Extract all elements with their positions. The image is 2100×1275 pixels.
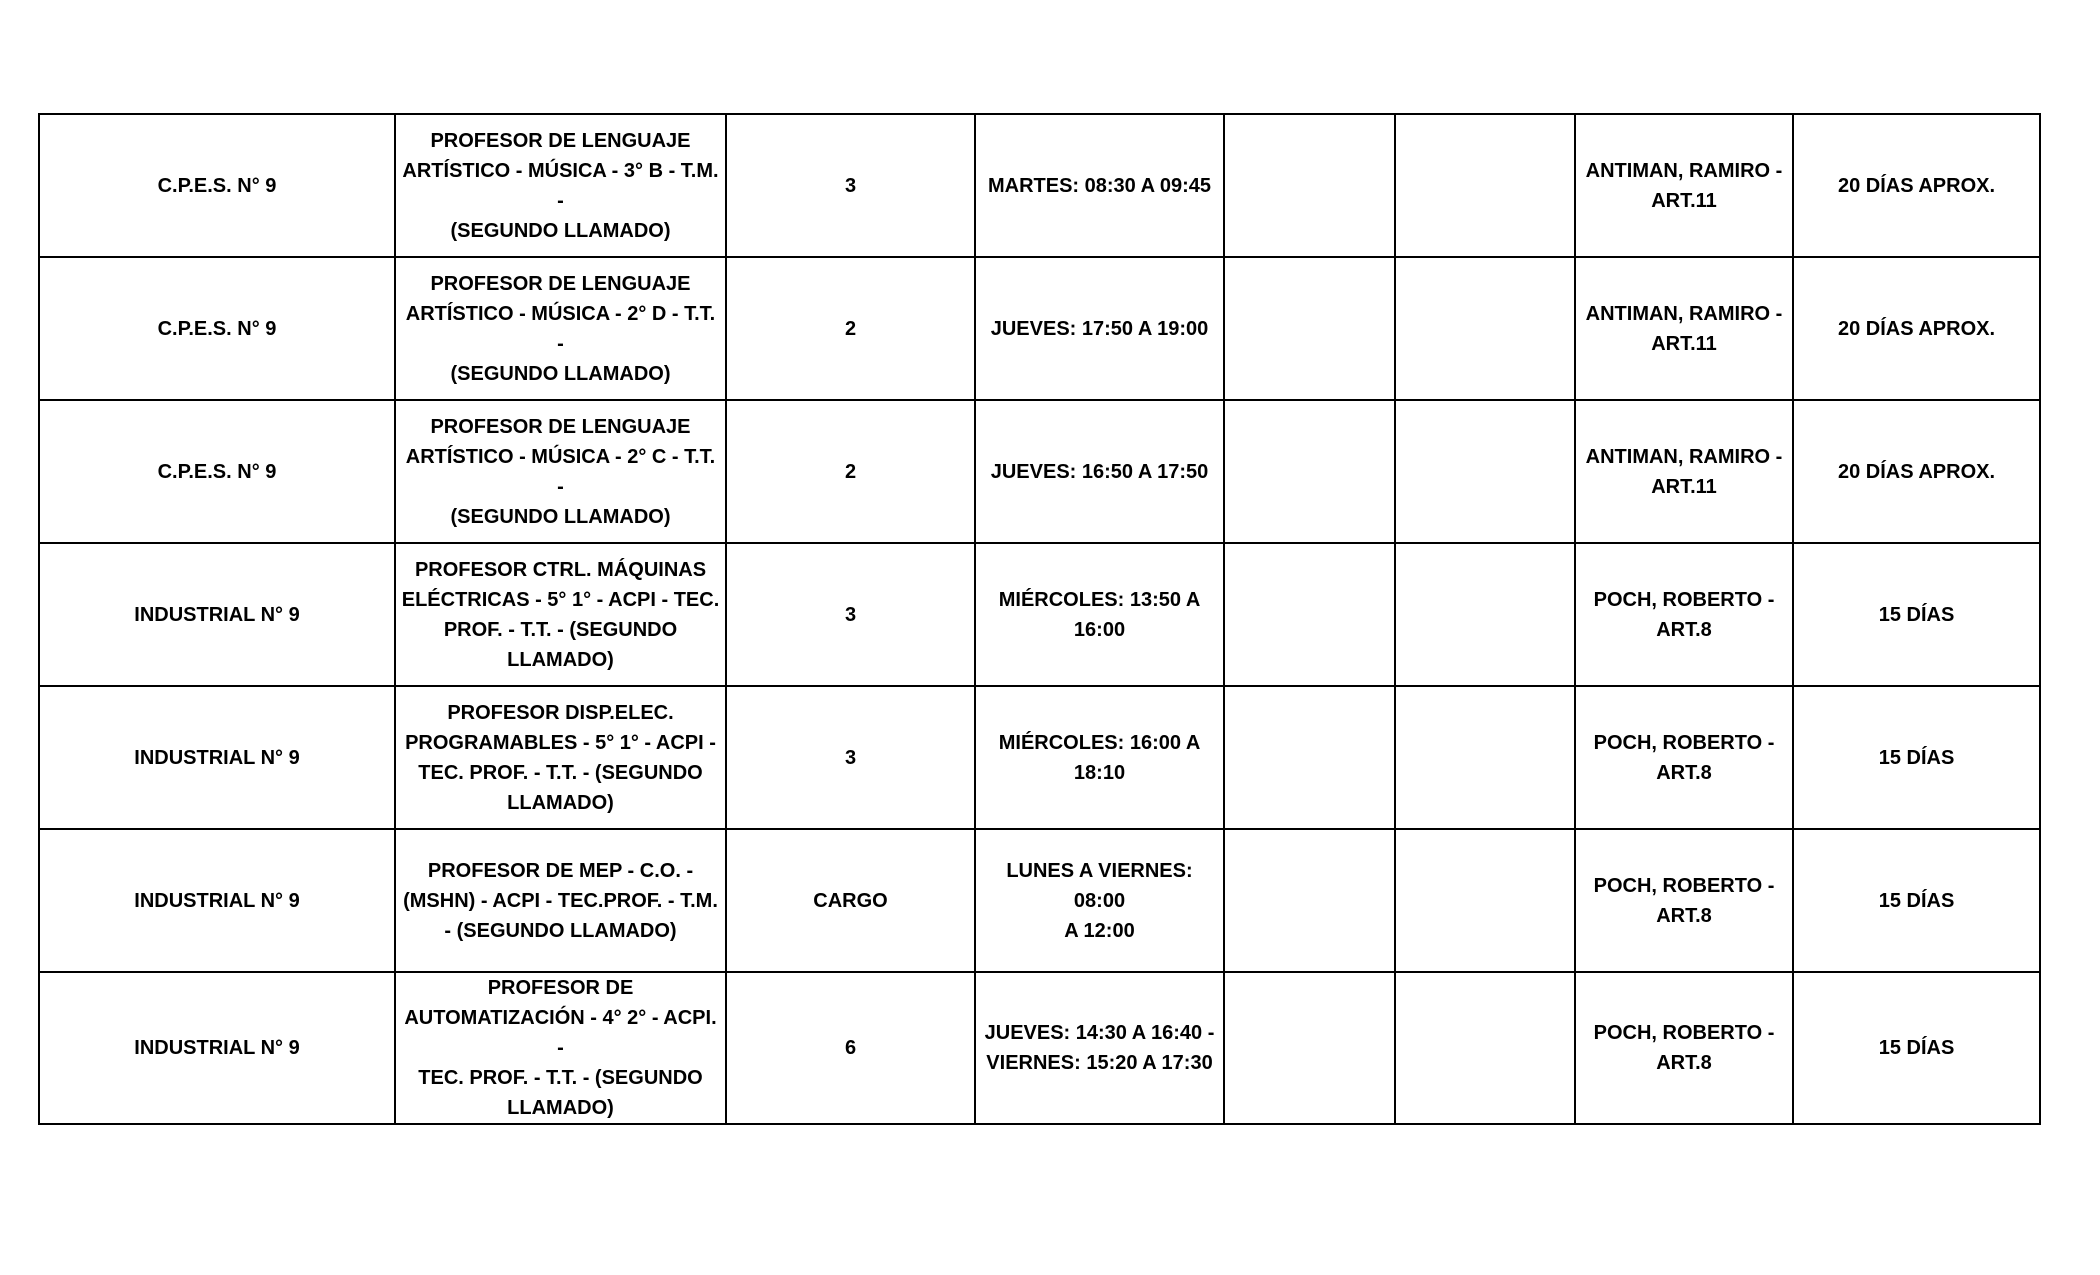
position-cell: PROFESOR DE LENGUAJE ARTÍSTICO - MÚSICA - 2° C - T.T. - (SEGUNDO LLAMADO)	[395, 400, 726, 543]
schedule-cell: MIÉRCOLES: 13:50 A 16:00	[975, 543, 1224, 686]
hours-cell: 3	[726, 686, 975, 829]
empty-cell	[1395, 829, 1575, 972]
holder-cell: ANTIMAN, RAMIRO - ART.11	[1575, 400, 1793, 543]
holder-cell: ANTIMAN, RAMIRO - ART.11	[1575, 257, 1793, 400]
empty-cell	[1395, 686, 1575, 829]
hours-cell: 2	[726, 257, 975, 400]
vacancies-table	[38, 113, 2041, 1125]
table-row	[39, 829, 2040, 972]
position-cell: PROFESOR DISP.ELEC. PROGRAMABLES - 5° 1° - ACPI - TEC. PROF. - T.T. - (SEGUNDO LLAMADO)	[395, 686, 726, 829]
table-row	[39, 543, 2040, 686]
schedule-cell: JUEVES: 16:50 A 17:50	[975, 400, 1224, 543]
school-cell: INDUSTRIAL N° 9	[39, 972, 395, 1124]
table-row	[39, 114, 2040, 257]
holder-cell: POCH, ROBERTO - ART.8	[1575, 686, 1793, 829]
schedule-cell: LUNES A VIERNES: 08:00 A 12:00	[975, 829, 1224, 972]
empty-cell	[1395, 257, 1575, 400]
empty-cell	[1395, 400, 1575, 543]
duration-cell: 15 DÍAS	[1793, 972, 2040, 1124]
hours-cell: 6	[726, 972, 975, 1124]
school-cell: C.P.E.S. N° 9	[39, 257, 395, 400]
table-row	[39, 400, 2040, 543]
school-cell: C.P.E.S. N° 9	[39, 400, 395, 543]
school-cell: INDUSTRIAL N° 9	[39, 686, 395, 829]
empty-cell	[1224, 114, 1395, 257]
schedule-cell: JUEVES: 14:30 A 16:40 - VIERNES: 15:20 A 17:30	[975, 972, 1224, 1124]
position-cell: PROFESOR CTRL. MÁQUINAS ELÉCTRICAS - 5° 1° - ACPI - TEC. PROF. - T.T. - (SEGUNDO LLAMADO)	[395, 543, 726, 686]
duration-cell: 15 DÍAS	[1793, 829, 2040, 972]
duration-cell: 15 DÍAS	[1793, 686, 2040, 829]
hours-cell: CARGO	[726, 829, 975, 972]
empty-cell	[1224, 972, 1395, 1124]
empty-cell	[1395, 114, 1575, 257]
table-body	[39, 114, 2040, 1124]
empty-cell	[1224, 257, 1395, 400]
duration-cell: 15 DÍAS	[1793, 543, 2040, 686]
table-row	[39, 686, 2040, 829]
holder-cell: POCH, ROBERTO - ART.8	[1575, 972, 1793, 1124]
duration-cell: 20 DÍAS APROX.	[1793, 114, 2040, 257]
schedule-cell: JUEVES: 17:50 A 19:00	[975, 257, 1224, 400]
school-cell: INDUSTRIAL N° 9	[39, 543, 395, 686]
hours-cell: 3	[726, 114, 975, 257]
position-cell: PROFESOR DE LENGUAJE ARTÍSTICO - MÚSICA - 3° B - T.M. - (SEGUNDO LLAMADO)	[395, 114, 726, 257]
empty-cell	[1395, 972, 1575, 1124]
hours-cell: 3	[726, 543, 975, 686]
duration-cell: 20 DÍAS APROX.	[1793, 400, 2040, 543]
position-cell: PROFESOR DE AUTOMATIZACIÓN - 4° 2° - ACPI. - TEC. PROF. - T.T. - (SEGUNDO LLAMADO)	[395, 972, 726, 1124]
school-cell: INDUSTRIAL N° 9	[39, 829, 395, 972]
schedule-cell: MARTES: 08:30 A 09:45	[975, 114, 1224, 257]
position-cell: PROFESOR DE LENGUAJE ARTÍSTICO - MÚSICA - 2° D - T.T. - (SEGUNDO LLAMADO)	[395, 257, 726, 400]
table-row	[39, 257, 2040, 400]
position-cell: PROFESOR DE MEP - C.O. - (MSHN) - ACPI - TEC.PROF. - T.M. - (SEGUNDO LLAMADO)	[395, 829, 726, 972]
empty-cell	[1224, 686, 1395, 829]
holder-cell: POCH, ROBERTO - ART.8	[1575, 543, 1793, 686]
holder-cell: ANTIMAN, RAMIRO - ART.11	[1575, 114, 1793, 257]
duration-cell: 20 DÍAS APROX.	[1793, 257, 2040, 400]
holder-cell: POCH, ROBERTO - ART.8	[1575, 829, 1793, 972]
empty-cell	[1395, 543, 1575, 686]
school-cell: C.P.E.S. N° 9	[39, 114, 395, 257]
empty-cell	[1224, 829, 1395, 972]
schedule-cell: MIÉRCOLES: 16:00 A 18:10	[975, 686, 1224, 829]
table-row	[39, 972, 2040, 1124]
empty-cell	[1224, 400, 1395, 543]
empty-cell	[1224, 543, 1395, 686]
hours-cell: 2	[726, 400, 975, 543]
